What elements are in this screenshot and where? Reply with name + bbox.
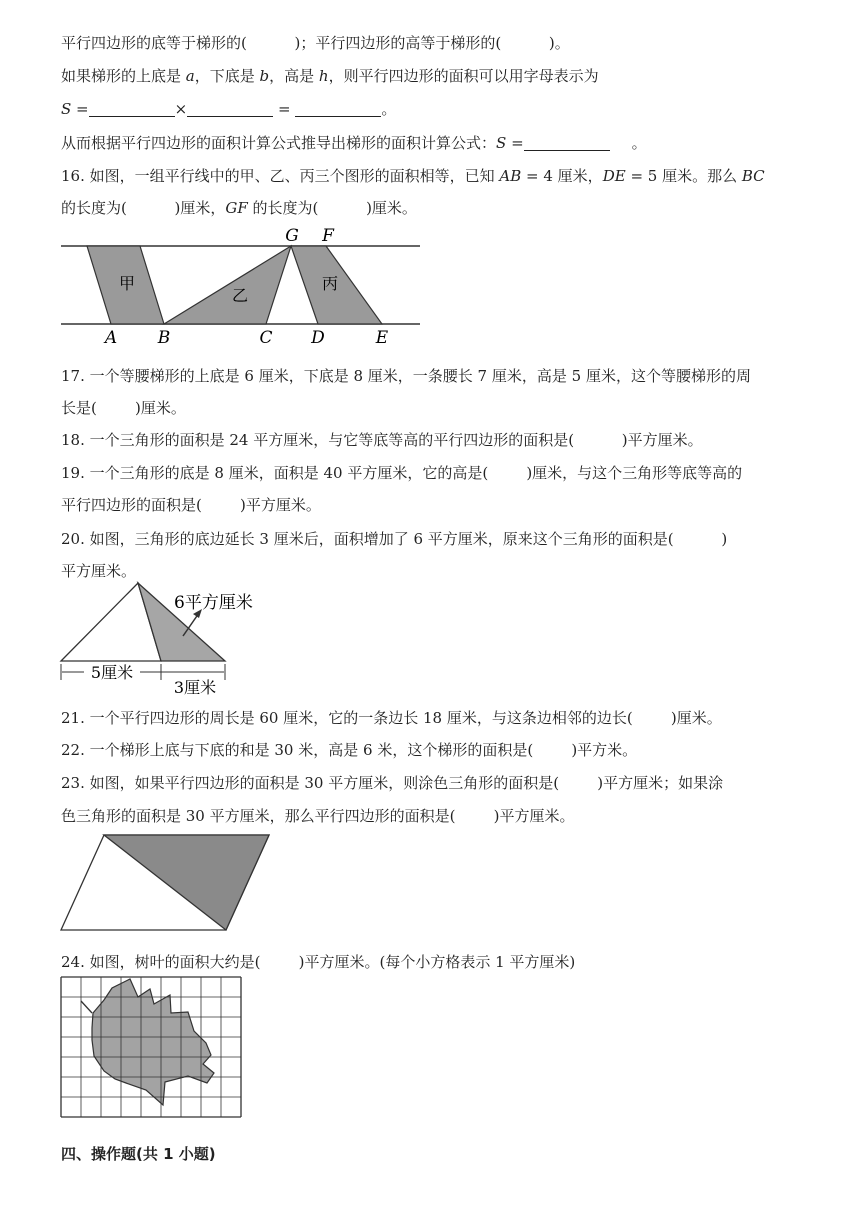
- point-g: G: [285, 226, 299, 246]
- text-seg: ，下底是: [194, 67, 260, 85]
- section-heading: 四、操作题(共 1 小题): [61, 1145, 216, 1163]
- question-17: 17. 一个等腰梯形的上底是 6 厘米，下底是 8 厘米，一条腰长 7 厘米，高是 5 厘米，这个等腰梯形的周: [61, 367, 751, 385]
- var-h: h: [318, 67, 329, 85]
- equals-sign: =: [273, 100, 296, 118]
- text-seg: ，高是: [269, 67, 319, 85]
- segment-gf: GF: [225, 199, 248, 217]
- segment-de: DE: [602, 167, 626, 185]
- label-yi: 乙: [231, 286, 249, 305]
- text-seg: = 5 厘米。那么: [625, 167, 742, 185]
- var-b: b: [259, 67, 270, 85]
- question-23-cont: 色三角形的面积是 30 平方厘米，那么平行四边形的面积是( )平方厘米。: [61, 807, 575, 825]
- text-seg: 的长度为( )厘米，: [61, 199, 226, 217]
- label-bing: 丙: [321, 274, 339, 293]
- point-b: B: [157, 328, 171, 348]
- equals-sign: =: [71, 100, 89, 118]
- text-line-1: 平行四边形的底等于梯形的( )；平行四边形的高等于梯形的( )。: [61, 34, 570, 52]
- text-seg: 16. 如图，一组平行线中的甲、乙、丙三个图形的面积相等，已知: [61, 167, 500, 185]
- period: 。: [381, 100, 397, 118]
- question-21: 21. 一个平行四边形的周长是 60 厘米，它的一条边长 18 厘米，与这条边相邻的边长( )厘米。: [61, 709, 722, 727]
- point-d: D: [311, 328, 325, 348]
- question-19-cont: 平行四边形的面积是( )平方厘米。: [61, 496, 321, 514]
- ext-label: 3厘米: [173, 678, 217, 697]
- text-seg: ，则平行四边形的面积可以用字母表示为: [328, 67, 599, 85]
- question-20-cont: 平方厘米。: [61, 562, 137, 580]
- equals-sign: =: [506, 134, 524, 152]
- var-a: a: [185, 67, 195, 85]
- question-20: 20. 如图，三角形的底边延长 3 厘米后，面积增加了 6 平方厘米，原来这个三角形的面积是( ): [61, 530, 728, 548]
- leaf-shape: [92, 979, 214, 1105]
- text-seg: 的长度为( )厘米。: [247, 199, 417, 217]
- text-seg: 如果梯形的上底是: [61, 67, 186, 85]
- point-f: F: [322, 226, 334, 246]
- period: 。: [631, 134, 647, 152]
- base-label: 5厘米: [90, 663, 134, 682]
- text-seg: 从而根据平行四边形的面积计算公式推导出梯形的面积计算公式：: [61, 134, 497, 152]
- area-label: 6平方厘米: [174, 593, 253, 613]
- leaf-stem: [81, 1001, 92, 1013]
- question-17-cont: 长是( )厘米。: [61, 399, 186, 417]
- question-22: 22. 一个梯形上底与下底的和是 30 米，高是 6 米，这个梯形的面积是( )平方米。: [61, 741, 638, 759]
- times-sign: ×: [174, 100, 188, 118]
- segment-ab: AB: [499, 167, 522, 185]
- var-s: S: [496, 134, 507, 152]
- question-19: 19. 一个三角形的底是 8 厘米，面积是 40 平方厘米，它的高是( )厘米，与这个三角形等底等高的: [61, 464, 743, 482]
- question-18: 18. 一个三角形的面积是 24 平方厘米，与它等底等高的平行四边形的面积是( )平方厘米。: [61, 431, 703, 449]
- point-e: E: [375, 328, 389, 348]
- var-s: S: [61, 100, 72, 118]
- point-a: A: [104, 328, 118, 348]
- text-seg: = 4 厘米，: [521, 167, 603, 185]
- point-c: C: [259, 328, 273, 348]
- label-jia: 甲: [118, 274, 136, 293]
- segment-bc: BC: [741, 167, 765, 185]
- question-23: 23. 如图，如果平行四边形的面积是 30 平方厘米，则涂色三角形的面积是( )平方厘米；如果涂: [61, 774, 724, 792]
- question-24: 24. 如图，树叶的面积大约是( )平方厘米。(每个小方格表示 1 平方厘米): [61, 953, 576, 971]
